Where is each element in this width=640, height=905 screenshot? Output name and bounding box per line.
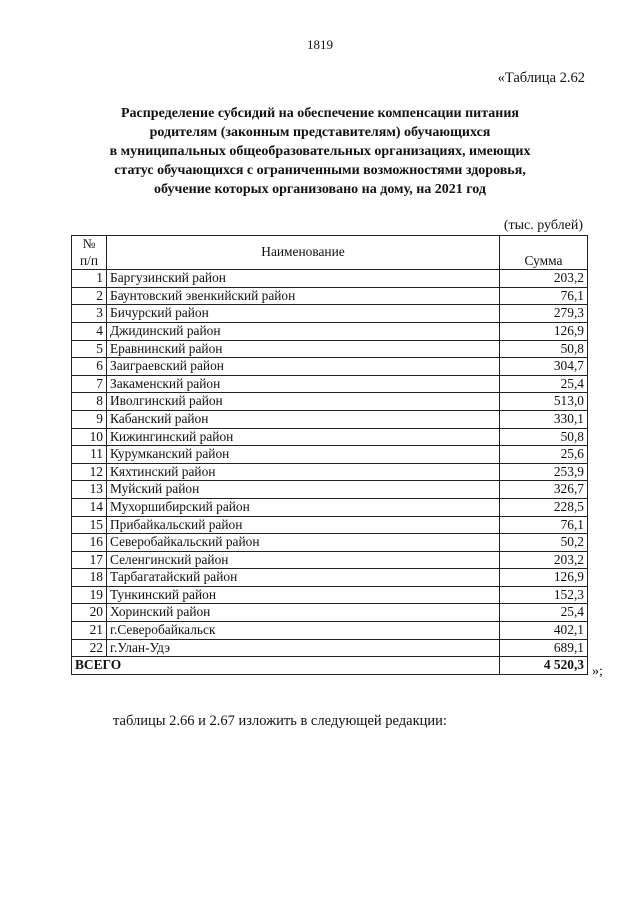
row-sum: 228,5 bbox=[500, 498, 588, 516]
table-row bbox=[72, 569, 588, 587]
row-name: Тарбагатайский район bbox=[107, 569, 500, 587]
title-line: родителям (законным представителям) обучающихся bbox=[149, 125, 491, 140]
row-name: Кяхтинский район bbox=[107, 463, 500, 481]
row-name: Хоринский район bbox=[107, 604, 500, 622]
title-line: Распределение субсидий на обеспечение компенсации питания bbox=[120, 106, 520, 121]
row-sum: 126,9 bbox=[500, 569, 588, 587]
table-row bbox=[72, 428, 588, 446]
table-row bbox=[72, 622, 588, 640]
row-sum: 513,0 bbox=[500, 393, 588, 411]
table-row bbox=[72, 322, 588, 340]
row-number: 9 bbox=[72, 410, 107, 428]
header-name: Наименование bbox=[107, 236, 500, 270]
table-row bbox=[72, 287, 588, 305]
row-name: Муйский район bbox=[107, 481, 500, 499]
row-sum: 203,2 bbox=[500, 551, 588, 569]
row-sum: 25,6 bbox=[500, 446, 588, 464]
table-row bbox=[72, 498, 588, 516]
row-sum: 330,1 bbox=[500, 410, 588, 428]
row-number: 1 bbox=[72, 270, 107, 288]
row-number: 19 bbox=[72, 586, 107, 604]
row-number: 11 bbox=[72, 446, 107, 464]
row-sum: 279,3 bbox=[500, 305, 588, 323]
total-row bbox=[72, 657, 588, 675]
table-row bbox=[72, 446, 588, 464]
row-name: Селенгинский район bbox=[107, 551, 500, 569]
row-sum: 304,7 bbox=[500, 358, 588, 376]
table-row bbox=[72, 534, 588, 552]
row-number: 14 bbox=[72, 498, 107, 516]
header-number bbox=[72, 236, 107, 270]
table-header-row bbox=[72, 236, 588, 270]
table-row bbox=[72, 375, 588, 393]
table-title bbox=[100, 104, 540, 199]
table-row bbox=[72, 639, 588, 657]
row-sum: 203,2 bbox=[500, 270, 588, 288]
row-name: г.Северобайкальск bbox=[107, 622, 500, 640]
closing-quote: »; bbox=[592, 664, 603, 679]
table-row bbox=[72, 551, 588, 569]
row-name: Прибайкальский район bbox=[107, 516, 500, 534]
header-number-symbol: № bbox=[82, 236, 96, 251]
row-sum: 50,8 bbox=[500, 340, 588, 358]
instruction-text: таблицы 2.66 и 2.67 изложить в следующей редакции: bbox=[113, 713, 447, 729]
row-number: 13 bbox=[72, 481, 107, 499]
table-row bbox=[72, 463, 588, 481]
row-name: Тункинский район bbox=[107, 586, 500, 604]
row-name: Закаменский район bbox=[107, 375, 500, 393]
row-number: 6 bbox=[72, 358, 107, 376]
row-sum: 76,1 bbox=[500, 516, 588, 534]
row-name: Иволгинский район bbox=[107, 393, 500, 411]
row-sum: 326,7 bbox=[500, 481, 588, 499]
row-name: Мухоршибирский район bbox=[107, 498, 500, 516]
table-row bbox=[72, 586, 588, 604]
row-sum: 152,3 bbox=[500, 586, 588, 604]
row-sum: 689,1 bbox=[500, 639, 588, 657]
row-sum: 50,8 bbox=[500, 428, 588, 446]
row-name: Кабанский район bbox=[107, 410, 500, 428]
row-number: 2 bbox=[72, 287, 107, 305]
row-number: 7 bbox=[72, 375, 107, 393]
row-number: 5 bbox=[72, 340, 107, 358]
total-label: ВСЕГО bbox=[72, 657, 500, 675]
total-sum: 4 520,3 bbox=[500, 657, 588, 675]
table-row bbox=[72, 604, 588, 622]
units-label: (тыс. рублей) bbox=[503, 218, 583, 233]
row-number: 10 bbox=[72, 428, 107, 446]
row-number: 21 bbox=[72, 622, 107, 640]
page-number: 1819 bbox=[307, 37, 333, 52]
row-name: Курумканский район bbox=[107, 446, 500, 464]
row-sum: 402,1 bbox=[500, 622, 588, 640]
row-sum: 126,9 bbox=[500, 322, 588, 340]
header-sum: Сумма bbox=[500, 236, 588, 270]
row-sum: 253,9 bbox=[500, 463, 588, 481]
table-row bbox=[72, 358, 588, 376]
row-number: 22 bbox=[72, 639, 107, 657]
row-name: Баунтовский эвенкийский район bbox=[107, 287, 500, 305]
row-name: Кижингинский район bbox=[107, 428, 500, 446]
title-line: обучение которых организовано на дому, на 2021 год bbox=[154, 182, 486, 197]
row-sum: 25,4 bbox=[500, 375, 588, 393]
row-name: г.Улан-Удэ bbox=[107, 639, 500, 657]
row-number: 16 bbox=[72, 534, 107, 552]
table-row bbox=[72, 305, 588, 323]
row-number: 8 bbox=[72, 393, 107, 411]
subsidy-table bbox=[71, 235, 588, 675]
row-name: Джидинский район bbox=[107, 322, 500, 340]
row-sum: 25,4 bbox=[500, 604, 588, 622]
row-name: Бичурский район bbox=[107, 305, 500, 323]
table-row bbox=[72, 516, 588, 534]
title-line: в муниципальных общеобразовательных организациях, имеющих bbox=[109, 144, 531, 159]
row-number: 17 bbox=[72, 551, 107, 569]
row-number: 20 bbox=[72, 604, 107, 622]
row-sum: 76,1 bbox=[500, 287, 588, 305]
table-row bbox=[72, 393, 588, 411]
row-name: Северобайкальский район bbox=[107, 534, 500, 552]
table-row bbox=[72, 270, 588, 288]
row-number: 18 bbox=[72, 569, 107, 587]
row-name: Баргузинский район bbox=[107, 270, 500, 288]
row-number: 3 bbox=[72, 305, 107, 323]
table-row bbox=[72, 481, 588, 499]
row-number: 12 bbox=[72, 463, 107, 481]
table-row bbox=[72, 410, 588, 428]
title-line: статус обучающихся с ограниченными возможностями здоровья, bbox=[114, 163, 526, 178]
row-name: Еравнинский район bbox=[107, 340, 500, 358]
table-reference: «Таблица 2.62 bbox=[497, 70, 585, 86]
table-row bbox=[72, 340, 588, 358]
header-number-abbr: п/п bbox=[79, 252, 99, 268]
row-number: 4 bbox=[72, 322, 107, 340]
row-name: Заиграевский район bbox=[107, 358, 500, 376]
row-number: 15 bbox=[72, 516, 107, 534]
row-sum: 50,2 bbox=[500, 534, 588, 552]
